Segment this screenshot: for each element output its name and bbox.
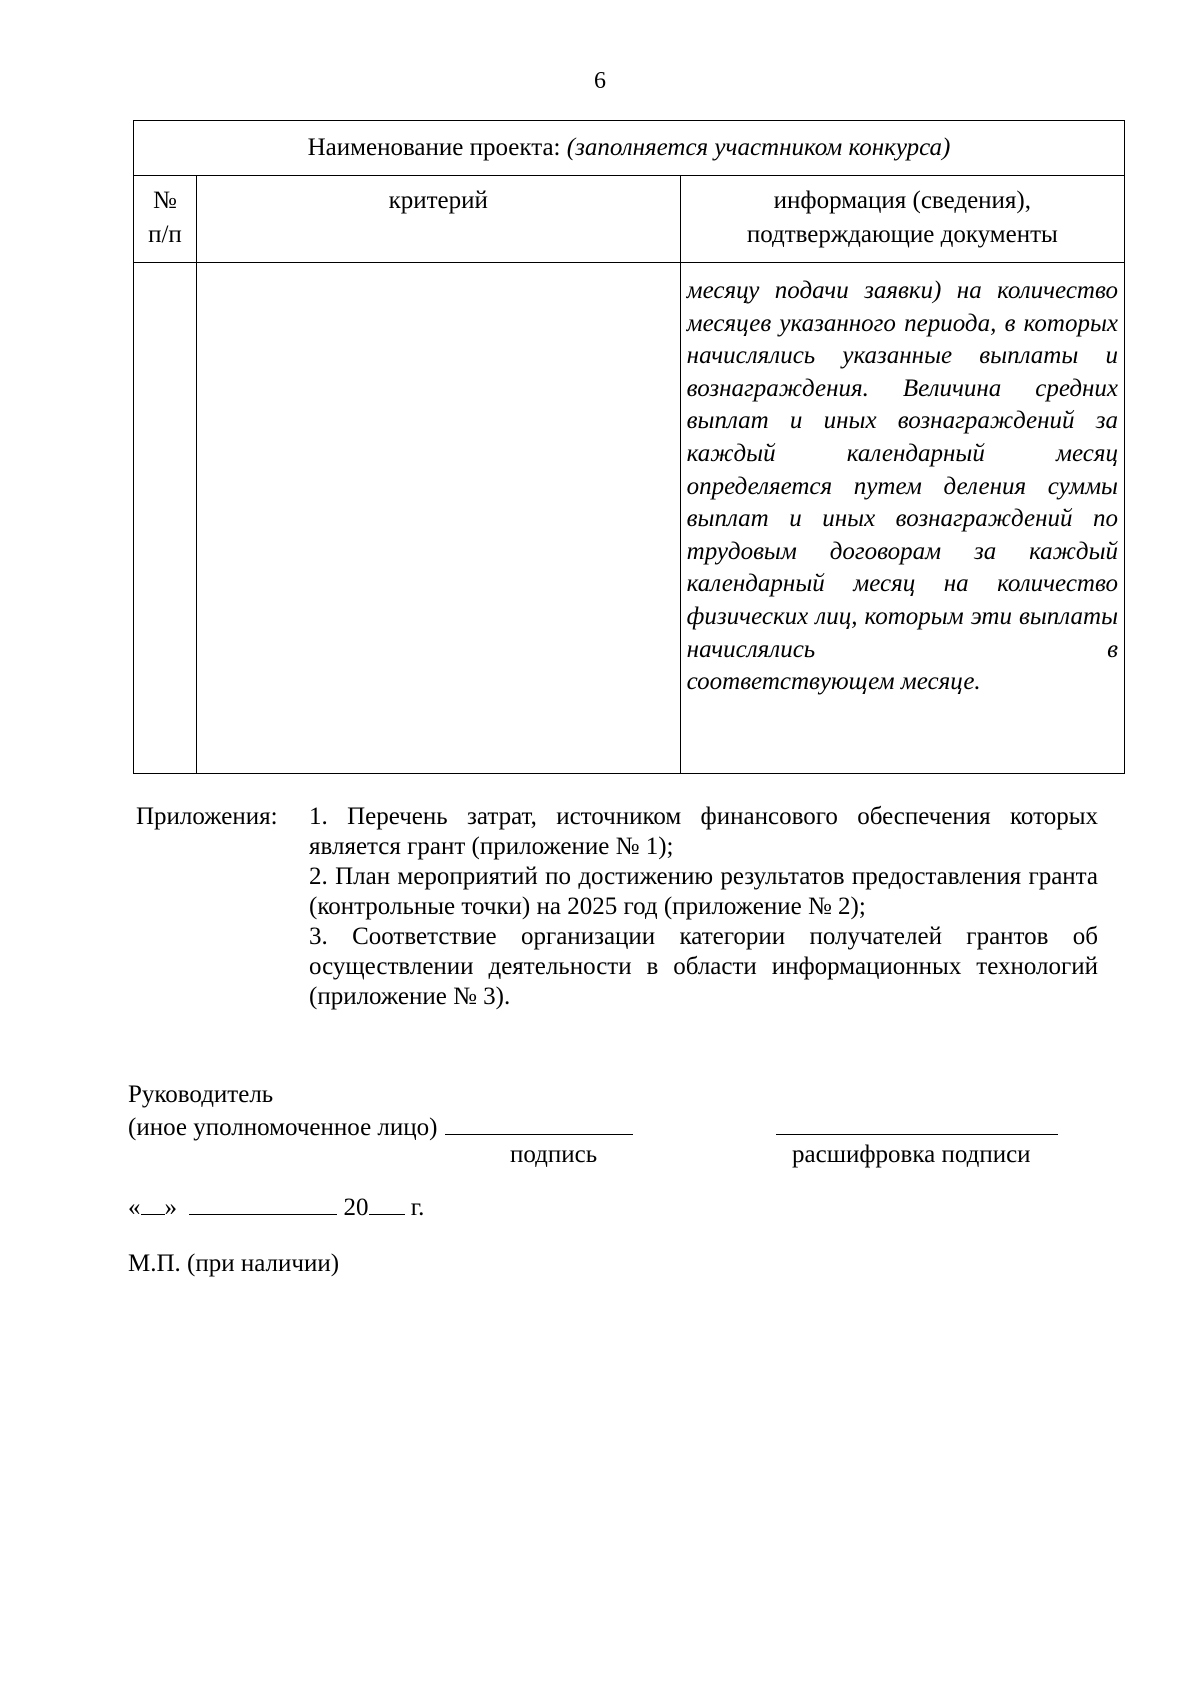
appendix-label: Приложения: xyxy=(136,803,278,830)
signature-decoding-caption: расшифровка подписи xyxy=(792,1141,1031,1168)
row-info-cell xyxy=(680,263,1124,774)
date-line xyxy=(128,1192,424,1222)
stamp-note: М.П. (при наличии) xyxy=(128,1250,340,1277)
header-info xyxy=(680,176,1124,263)
table-row xyxy=(134,263,1125,774)
row-criterion-cell xyxy=(196,263,680,774)
appendix-item: 2. План мероприятий по достижению результатов предоставления гранта (контрольные точки) на 2025 год (приложение № 2); xyxy=(309,863,1098,920)
appendix-section xyxy=(136,802,1098,1012)
header-number-line1: № xyxy=(153,187,177,214)
project-name-hint: (заполняется участником конкурса) xyxy=(566,134,951,161)
page-number: 6 xyxy=(594,68,606,94)
signature-role: Руководитель xyxy=(128,1081,274,1108)
info-last-line: соответствующем месяце. xyxy=(686,668,981,696)
row-number-cell xyxy=(134,263,197,774)
appendix-list xyxy=(309,802,1098,1012)
signature-decoding-line xyxy=(776,1110,1058,1135)
header-number xyxy=(134,176,197,263)
signature-line xyxy=(445,1110,633,1135)
date-close-quote: » xyxy=(164,1194,177,1221)
date-year-blank xyxy=(369,1192,405,1215)
table-title-row xyxy=(134,121,1125,176)
info-main-text: месяцу подачи заявки) на количество месяцев указанного периода, в которых начислялись указанные выплаты и вознаграждения. Величина средних выплат и иных вознаграждений за каждый календарный месяц определяется путем деления суммы выплат и иных вознаграждений по трудовым договорам за каждый календарный месяц на количество физических лиц, которым эти выплаты начислялись в xyxy=(686,277,1118,663)
date-year-suffix: г. xyxy=(410,1194,425,1221)
project-name-label: Наименование проекта: xyxy=(307,134,567,161)
header-criterion: критерий xyxy=(196,176,680,263)
signature-block xyxy=(128,1080,1108,1168)
date-open-quote: « xyxy=(128,1194,141,1221)
signature-role-alt-text: (иное уполномоченное лицо) xyxy=(128,1114,438,1141)
info-text xyxy=(681,263,1124,705)
date-day-blank xyxy=(141,1192,165,1215)
criteria-table xyxy=(133,120,1125,774)
header-info-line2: подтверждающие документы xyxy=(746,221,1058,248)
appendix-item: 1. Перечень затрат, источником финансового обеспечения которых является грант (приложение № 1); xyxy=(309,803,1098,860)
signature-caption: подпись xyxy=(510,1141,598,1168)
date-month-blank xyxy=(189,1192,337,1215)
appendix-item: 3. Соответствие организации категории получателей грантов об осуществлении деятельности в области информационных технологий (приложение № 3). xyxy=(309,923,1098,1010)
table-header-row xyxy=(134,176,1125,263)
project-name-cell xyxy=(134,121,1125,176)
date-year-prefix: 20 xyxy=(343,1194,369,1221)
header-number-line2: п/п xyxy=(148,221,182,248)
header-info-line1: информация (сведения), xyxy=(773,187,1031,214)
